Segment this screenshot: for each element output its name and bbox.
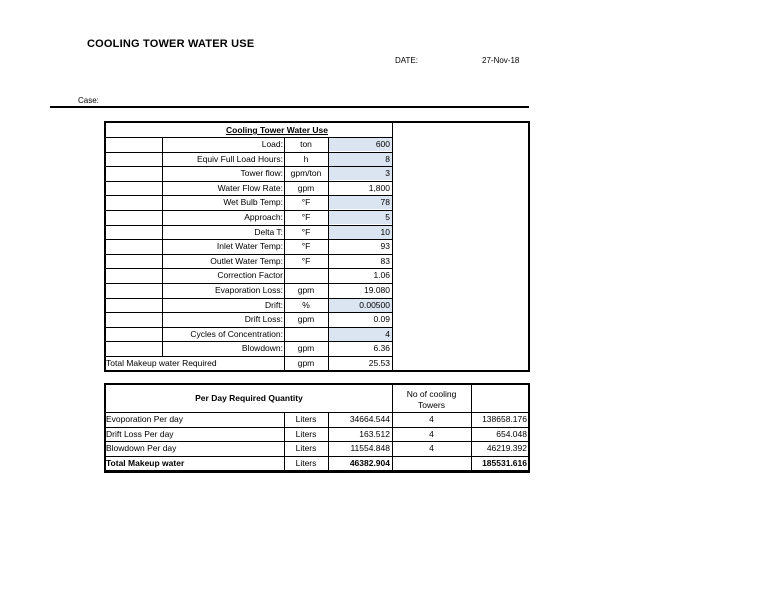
grid-line	[104, 239, 393, 240]
calc-row-label: Water Flow Rate:	[217, 182, 283, 193]
daily-row-unit: Liters	[295, 443, 317, 454]
grid-line	[104, 456, 530, 457]
calc-row-value: 19.080	[364, 285, 390, 295]
page-title: COOLING TOWER WATER USE	[87, 38, 255, 50]
calc-table-heading: Cooling Tower Water Use	[225, 125, 328, 135]
grid-line	[392, 137, 393, 371]
grid-line	[328, 412, 329, 470]
calc-row-label: Blowdown:	[241, 343, 283, 354]
daily-row-total: 654.048	[496, 428, 527, 439]
grid-line	[104, 341, 393, 342]
grid-line	[104, 371, 393, 372]
grid-line	[284, 137, 285, 371]
calc-row-value[interactable]: 4	[329, 327, 392, 341]
calc-row-unit: gpm	[297, 285, 315, 295]
calc-row-value: 83	[380, 255, 390, 266]
calc-row-value[interactable]: 78	[329, 195, 392, 209]
calc-row-label: Approach:	[244, 212, 283, 222]
grid-line	[104, 427, 530, 428]
date-value[interactable]: 27-Nov-18	[482, 56, 520, 65]
grid-line	[104, 195, 393, 196]
grid-line	[104, 137, 393, 138]
calc-row-unit	[284, 327, 328, 341]
grid-line	[471, 383, 472, 470]
calc-row-unit: °F	[301, 255, 311, 266]
calc-row-unit: °F	[301, 241, 311, 252]
daily-row-unit: Liters	[295, 428, 317, 439]
daily-total-grand: 185531.616	[482, 457, 527, 468]
calc-row-label: Cycles of Concentration:	[190, 328, 283, 339]
calc-row-unit: gpm	[297, 314, 315, 325]
calc-row-value[interactable]: 5	[329, 210, 392, 224]
daily-row-total: 46219.392	[486, 443, 527, 454]
calc-row-unit: gpm/ton	[290, 168, 322, 179]
grid-line	[392, 121, 393, 137]
calc-row-value: 1.06	[373, 270, 390, 281]
calc-row-value: 93	[380, 241, 390, 252]
calc-row-value[interactable]: 0.00500	[329, 298, 392, 312]
header-rule	[50, 106, 529, 108]
calc-row-value[interactable]: 3	[329, 166, 392, 180]
daily-row-label: Drift Loss Per day	[106, 428, 174, 439]
grid-line	[104, 254, 393, 255]
grid-line	[104, 298, 393, 299]
daily-total-label: Total Makeup water	[106, 457, 185, 468]
towers-heading-line1: No of cooling	[406, 389, 457, 399]
total-makeup-unit: gpm	[297, 358, 315, 368]
daily-row-towers: 4	[429, 443, 434, 454]
total-makeup-value: 25.53	[368, 358, 390, 368]
daily-row-label: Blowdown Per day	[106, 443, 177, 454]
grid-line	[162, 137, 163, 356]
date-label: DATE:	[395, 56, 418, 65]
grid-line	[104, 283, 393, 284]
calc-row-unit	[284, 268, 328, 282]
daily-row-value: 34664.544	[349, 414, 390, 424]
daily-row-total: 138658.176	[482, 414, 527, 424]
daily-row-unit: Liters	[295, 414, 317, 424]
calc-row-label: Correction Factor	[217, 270, 283, 281]
calc-row-label: Load:	[261, 139, 283, 149]
calc-row-label: Delta T:	[254, 226, 283, 237]
case-label: Case:	[78, 96, 99, 105]
grid-line	[104, 470, 530, 471]
calc-row-unit: %	[302, 299, 310, 310]
grid-line	[104, 210, 393, 211]
calc-row-value[interactable]: 600	[329, 137, 392, 151]
calc-row-unit: gpm	[297, 343, 315, 354]
daily-heading: Per Day Required Quantity	[195, 393, 303, 403]
calc-row-label: Inlet Water Temp:	[216, 241, 283, 252]
calc-row-label: Equiv Full Load Hours:	[197, 153, 283, 164]
grid-line	[104, 312, 393, 313]
grid-line	[104, 166, 393, 167]
calc-row-value[interactable]: 8	[329, 152, 392, 166]
daily-row-value: 11554.848	[350, 443, 390, 454]
grid-line	[392, 383, 393, 470]
calc-row-unit: °F	[301, 212, 311, 222]
calc-row-value: 0.09	[373, 314, 390, 325]
calc-row-label: Evaporation Loss:	[214, 285, 283, 295]
calc-row-unit: gpm	[297, 182, 315, 193]
grid-line	[104, 356, 393, 357]
calc-row-unit: ton	[300, 139, 312, 149]
daily-row-towers: 4	[429, 428, 434, 439]
calc-row-label: Wet Bulb Temp:	[223, 197, 283, 208]
calc-row-label: Drift:	[265, 299, 283, 310]
daily-row-towers: 4	[429, 414, 434, 424]
towers-heading-line2: Towers	[418, 400, 445, 410]
grid-line	[104, 152, 393, 153]
calc-row-unit: h	[303, 153, 309, 164]
grid-line	[104, 327, 393, 328]
calc-row-label: Outlet Water Temp:	[210, 255, 283, 266]
daily-row-value: 163.512	[359, 428, 390, 439]
daily-total-unit: Liters	[295, 457, 317, 468]
calc-row-label: Drift Loss:	[244, 314, 283, 325]
calc-row-unit: °F	[301, 226, 311, 237]
grid-line	[104, 268, 393, 269]
calc-row-value: 6.36	[373, 343, 390, 354]
total-makeup-label: Total Makeup water Required	[106, 358, 217, 368]
grid-line	[284, 412, 285, 470]
grid-line	[328, 137, 329, 371]
grid-line	[104, 441, 530, 442]
daily-row-label: Evoporation Per day	[106, 414, 184, 424]
calc-row-value[interactable]: 10	[329, 225, 392, 239]
grid-line	[104, 412, 530, 413]
grid-line	[104, 225, 393, 226]
calc-row-label: Tower flow:	[240, 168, 283, 179]
calc-row-unit: °F	[301, 197, 311, 208]
daily-total-value: 46382.904	[349, 457, 390, 468]
grid-line	[104, 181, 393, 182]
calc-row-value: 1,800	[368, 182, 390, 193]
